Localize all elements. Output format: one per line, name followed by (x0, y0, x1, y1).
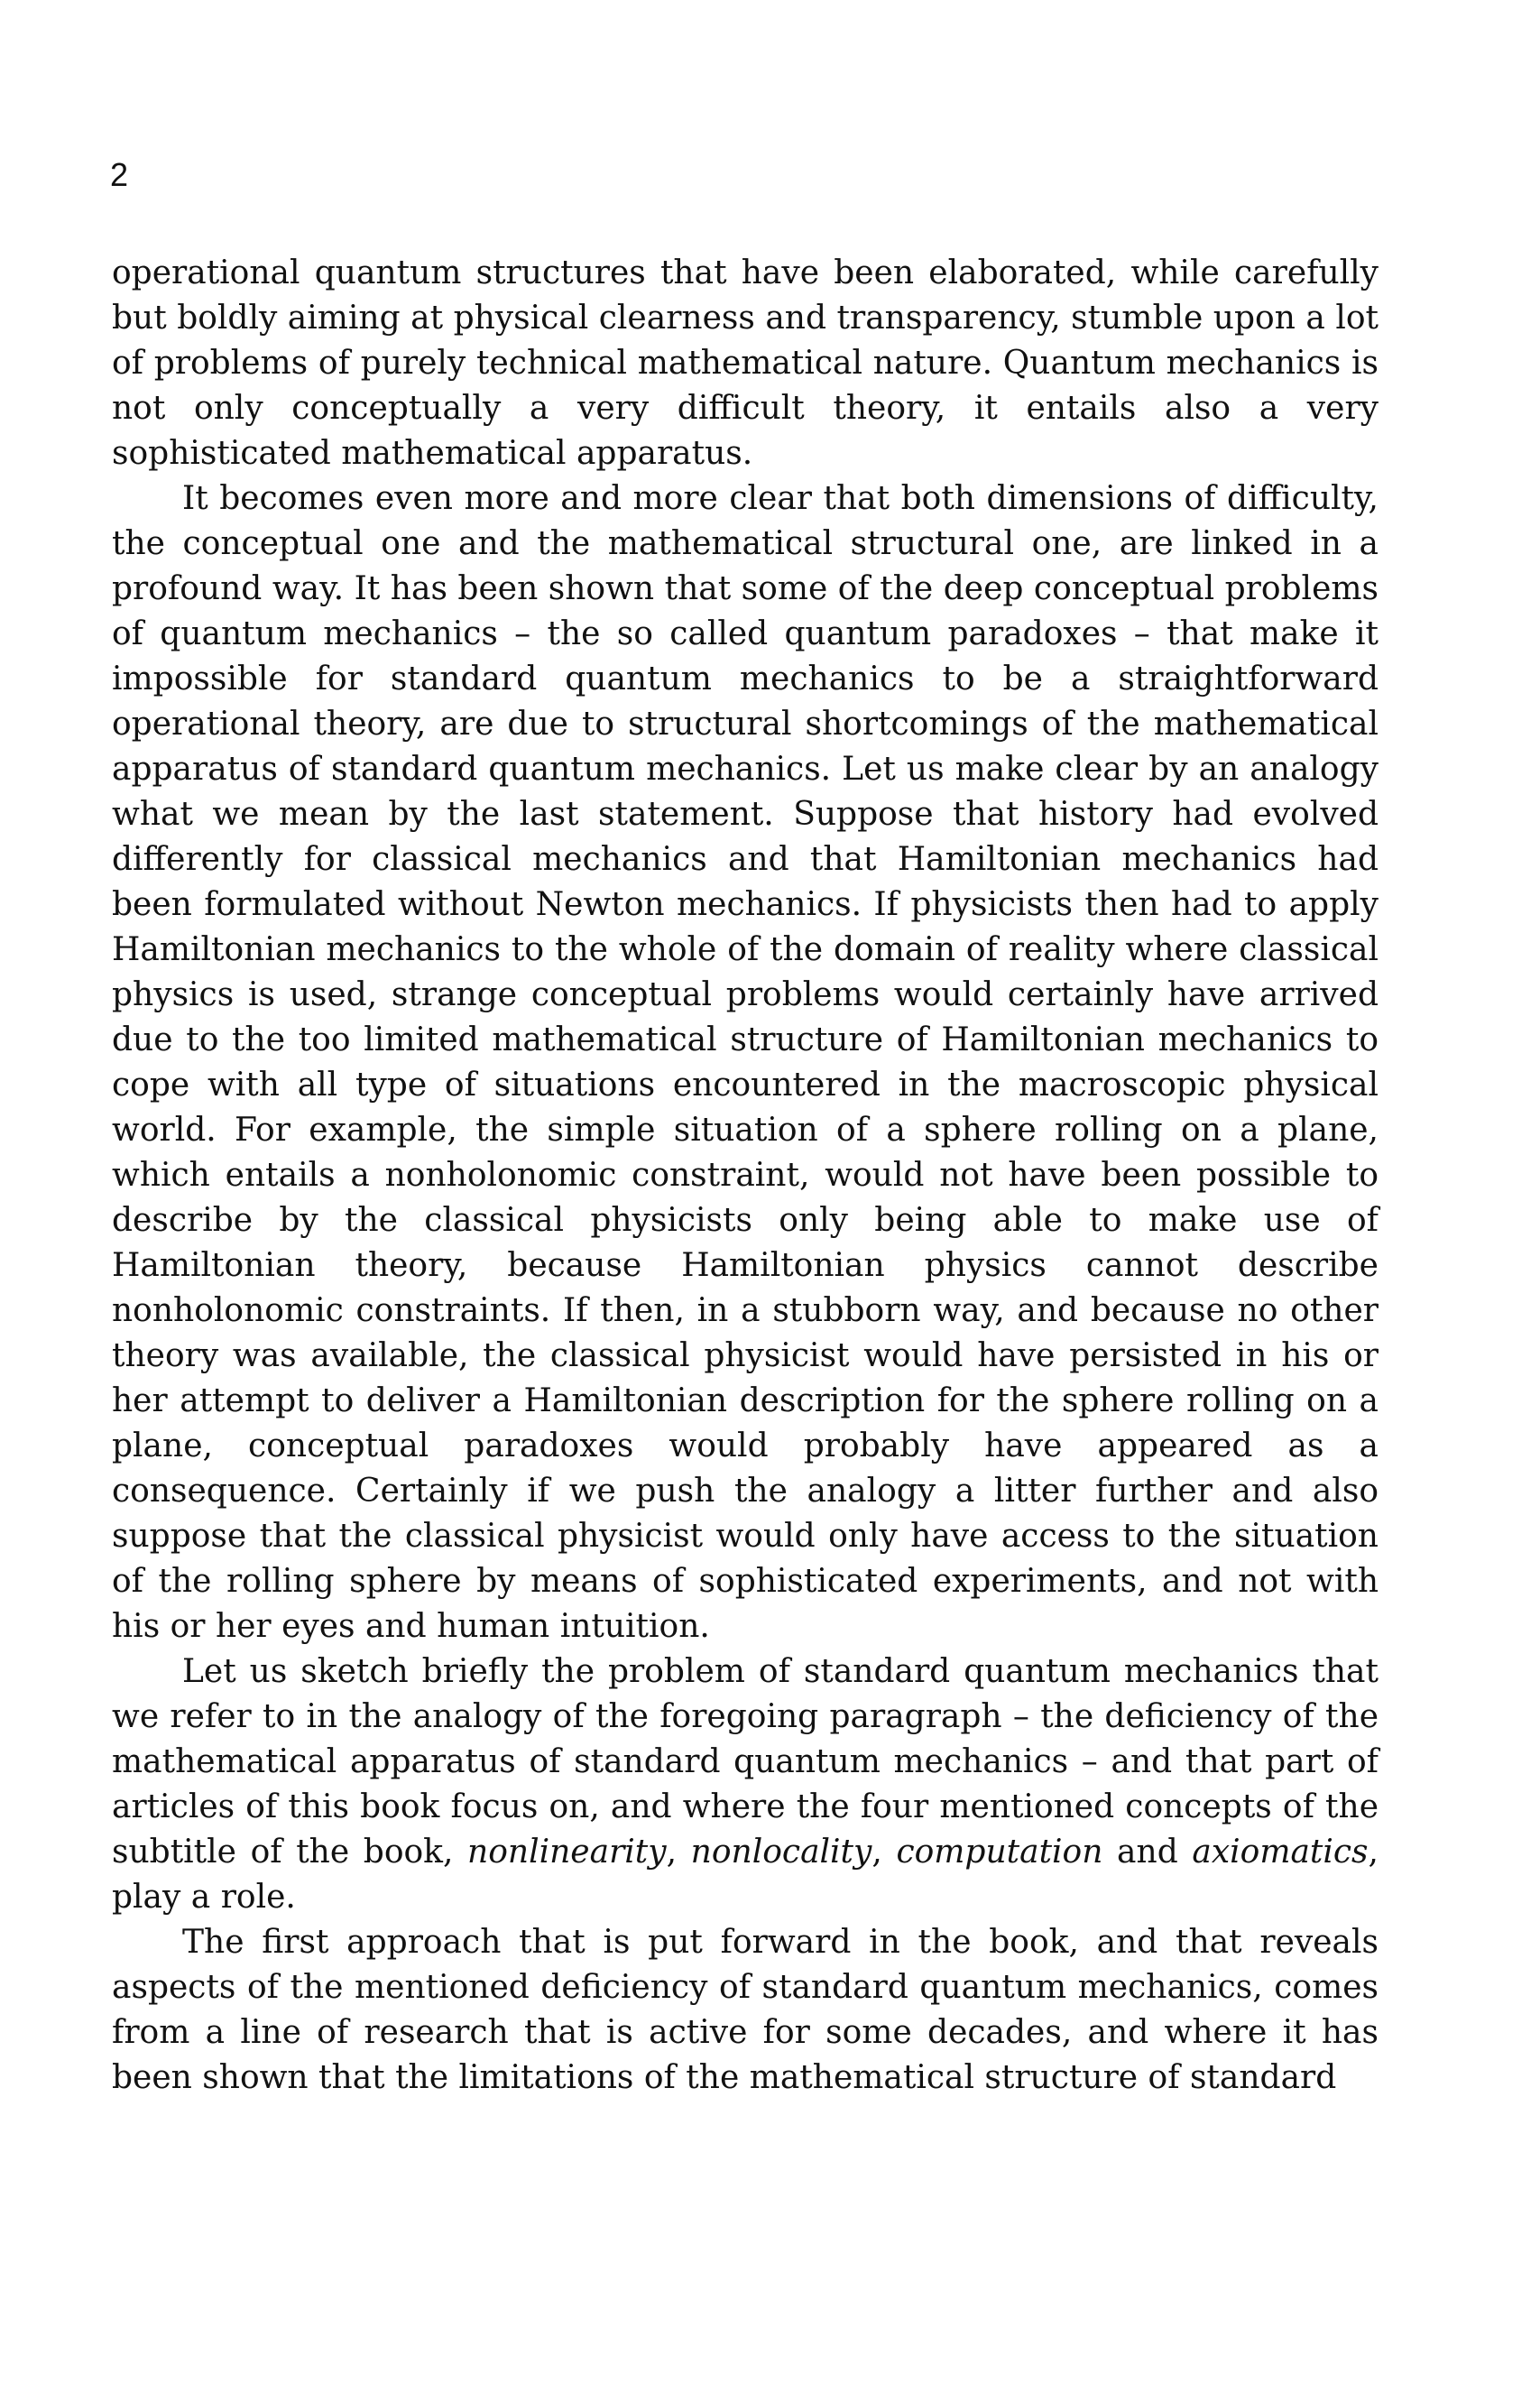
paragraph-3-text-before: Let us sketch briefly the problem of standard quantum mechanics that we refer to in the analogy of the foregoing paragraph – the deficiency of the mathematical apparatus of standard quantum mechanics – and that part of articles of this book focus on, and where the four mentioned concepts of the subtitle of the book, (112, 1653, 1379, 1871)
paragraph-3-text-after: , play a role. (112, 1834, 1379, 1916)
paragraph-3 (112, 1649, 1379, 1920)
term-axiomatics: axiomatics (1192, 1834, 1369, 1871)
term-nonlocality: nonlocality (690, 1834, 872, 1871)
page-number: 2 (110, 156, 129, 193)
separator: and (1102, 1834, 1193, 1871)
paragraph-4: The first approach that is put forward in the book, and that reveals aspects of the mentioned deficiency of standard quantum mechanics, comes from a line of research that is active for some decades, and where it has been shown that the limitations of the mathematical structure of standard (112, 1924, 1379, 2096)
body-text (112, 251, 1379, 2101)
term-computation: computation (896, 1834, 1103, 1871)
paragraph-2: It becomes even more and more clear that both dimensions of difficulty, the conceptual one and the mathematical structural one, are linked in a profound way. It has been shown that some of the deep conceptual problems of quantum mechanics – the so called quantum paradoxes – that make it impossible for standard quantum mechanics to be a straightforward operational theory, are due to structural shortcomings of the mathematical apparatus of standard quantum mechanics. Let us make clear by an analogy what we mean by the last statement. Suppose that history had evolved differently for classical mechanics and that Hamiltonian mechanics had been formulated without Newton mechanics. If physicists then had to apply Hamiltonian mechanics to the whole of the domain of reality where classical physics is used, strange conceptual problems would certainly have arrived due to the too limited mathematical structure of Hamiltonian mechanics to cope with all type of situations encountered in the macroscopic physical world. For example, the simple situation of a sphere rolling on a plane, which entails a nonholonomic constraint, would not have been possible to describe by the classical physicists only being able to make use of Hamiltonian theory, because Hamiltonian physics cannot describe nonholonomic constraints. If then, in a stubborn way, and because no other theory was available, the classical physicist would have persisted in his or her attempt to deliver a Hamiltonian description for the sphere rolling on a plane, conceptual paradoxes would probably have appeared as a consequence. Certainly if we push the analogy a litter further and also suppose that the classical physicist would only have access to the situation of the rolling sphere by means of sophisticated experiments, and not with his or her eyes and human intuition. (112, 480, 1379, 1645)
separator: , (871, 1834, 897, 1871)
term-nonlinearity: nonlinearity (467, 1834, 667, 1871)
paragraph-1: operational quantum structures that have been elaborated, while carefully but boldly aiming at physical clearness and transparency, stumble upon a lot of problems of purely technical mathematical nature. Quantum mechanics is not only conceptually a very difficult theory, it entails also a very sophisticated mathematical apparatus. (112, 254, 1379, 472)
separator: , (666, 1834, 691, 1871)
